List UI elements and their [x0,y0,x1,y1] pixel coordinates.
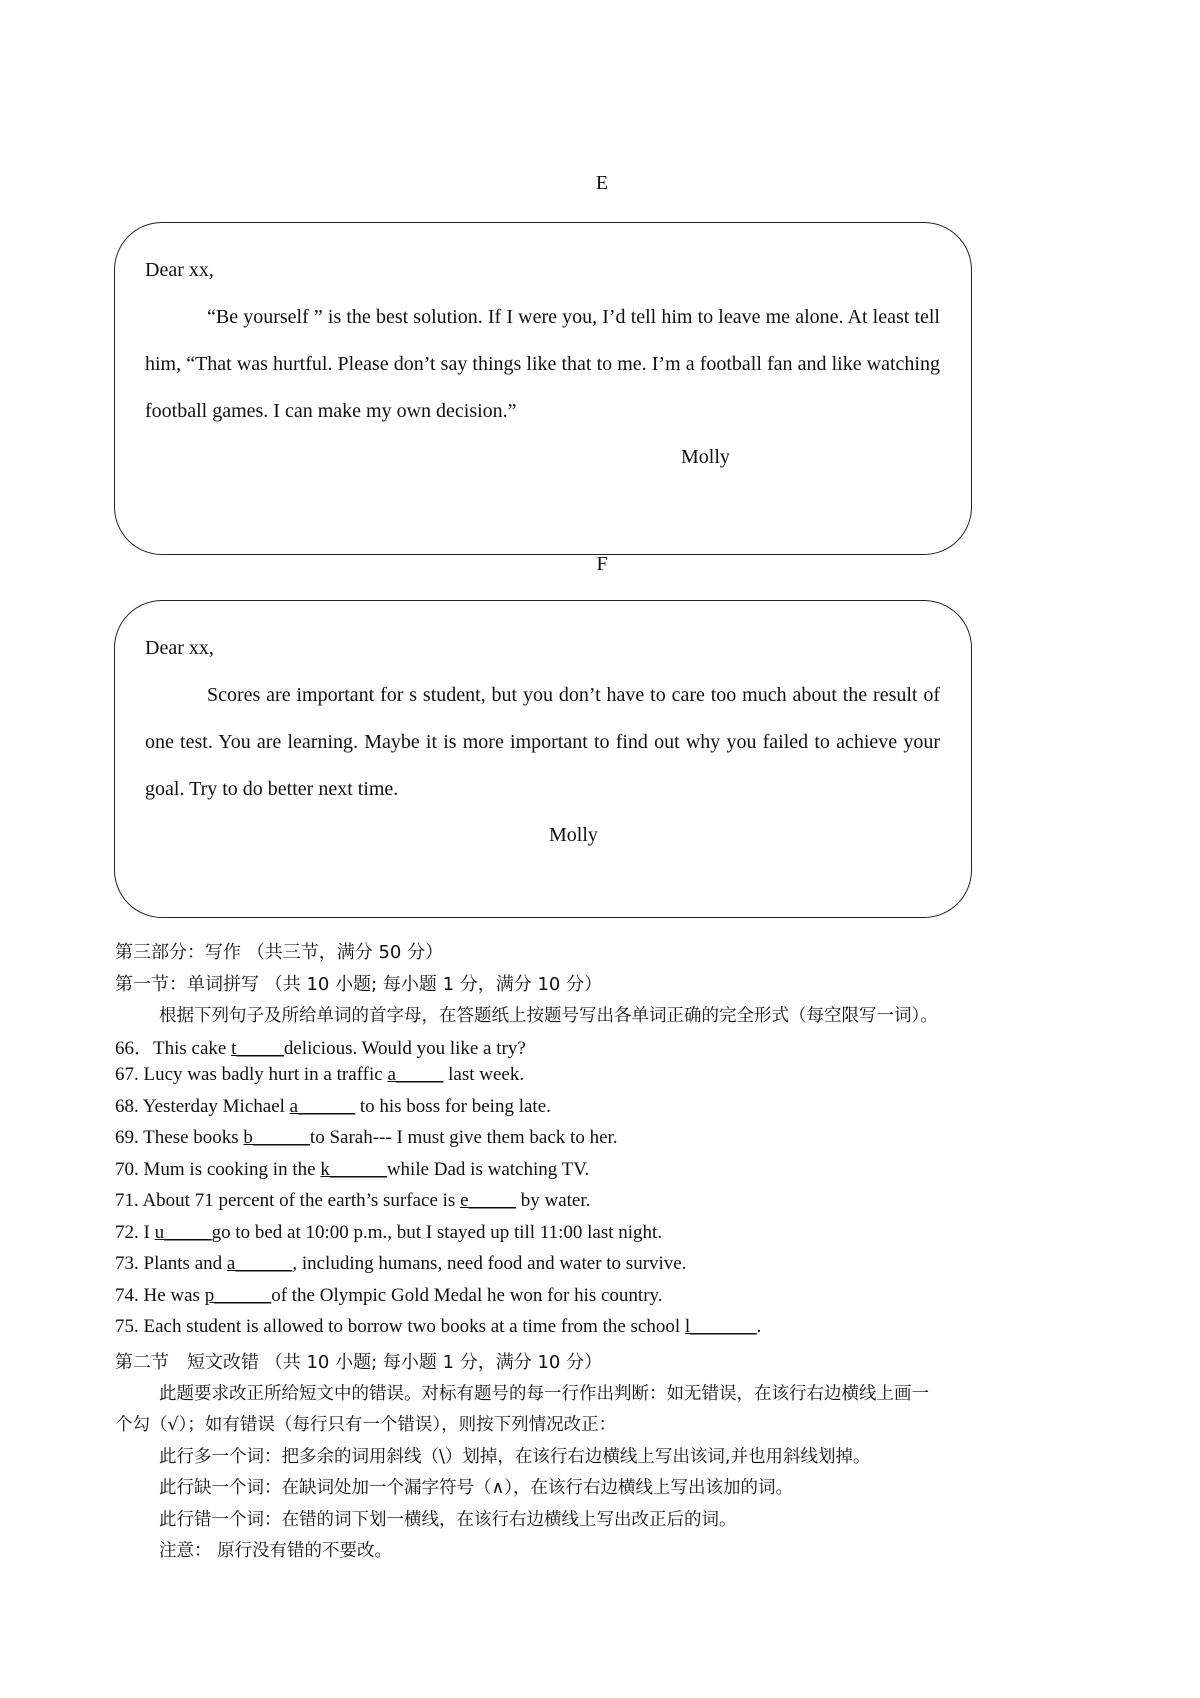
question-text: while Dad is watching TV. [386,1159,590,1180]
section1-title: 第一节：单词拼写 （共 10 小题; 每小题 1 分，满分 10 分） [115,974,603,995]
note: 注意： 原行没有错的不要改。 [159,1541,393,1561]
question-text: 74. He was [115,1285,205,1306]
question-73 [115,1253,687,1275]
question-text: 68. Yesterday Michael [115,1096,290,1117]
section2-instruction-line1: 此题要求改正所给短文中的错误。对标有题号的每一行作出判断：如无错误，在该行右边横线上画一 [159,1384,929,1404]
question-72 [115,1222,662,1244]
letter-e-text [145,247,940,435]
answer-blank: u_____ [154,1222,212,1243]
answer-blank: a______ [226,1253,293,1274]
section2-title: 第二节 短文改错 （共 10 小题; 每小题 1 分，满分 10 分） [115,1352,603,1373]
question-66 [115,1033,526,1060]
letter-e-greeting: Dear xx, [145,259,214,281]
question-67 [115,1064,524,1086]
part3-title: 第三部分：写作 （共三节，满分 50 分） [115,942,444,963]
letter-f-greeting: Dear xx, [145,637,214,659]
answer-blank: e_____ [460,1190,516,1211]
letter-f-signature: Molly [549,824,598,846]
question-text: by water. [516,1190,591,1211]
question-text: . [756,1316,762,1337]
section2-instruction-line2: 个勾（√）；如有错误（每行只有一个错误），则按下列情况改正： [115,1415,617,1435]
question-text: 67. Lucy was badly hurt in a traffic [115,1064,388,1085]
answer-blank: p______ [204,1285,272,1306]
question-75 [115,1316,761,1338]
letter-f-body: Scores are important for s student, but you don’t have to care too much about the result of one test. You are learning. Maybe it is more important to find out why you failed to achieve your goal. Try to do better next time. [145,684,940,800]
section1-instruction: 根据下列句子及所给单词的首字母，在答题纸上按题号写出各单词正确的完全形式（每空限写一词）。 [159,1006,938,1026]
question-text: to Sarah--- I must give them back to her. [309,1127,618,1148]
rule-missing-word: 此行缺一个词：在缺词处加一个漏字符号（∧），在该行右边横线上写出该加的词。 [159,1478,794,1498]
answer-blank: b______ [243,1127,310,1148]
rule-extra-word: 此行多一个词：把多余的词用斜线（\）划掉，在该行右边横线上写出该词,并也用斜线划掉。 [159,1447,871,1467]
question-text: go to bed at 10:00 p.m., but I stayed up till 11:00 last night. [211,1222,663,1243]
section-f-label: F [596,553,608,575]
question-70 [115,1159,589,1181]
letter-f-text [145,625,940,813]
question-text: delicious. Would you like a try? [283,1038,526,1059]
question-68 [115,1096,551,1118]
answer-blank: l_______ [684,1316,757,1337]
question-text: of the Olympic Gold Medal he won for his country. [271,1285,663,1306]
section-e-label: E [595,172,609,194]
question-text: 69. These books [115,1127,244,1148]
answer-blank: t_____ [231,1038,284,1059]
question-text: 73. Plants and [115,1253,227,1274]
rule-wrong-word: 此行错一个词：在错的词下划一横线，在该行右边横线上写出改正后的词。 [159,1510,737,1530]
answer-blank: a______ [289,1096,356,1117]
letter-e-signature: Molly [681,446,730,468]
question-text: 70. Mum is cooking in the [115,1159,321,1180]
answer-blank: k______ [320,1159,387,1180]
question-text: last week. [443,1064,525,1085]
question-text: , including humans, need food and water to survive. [292,1253,687,1274]
question-text: 66．This cake [115,1038,232,1059]
question-text: 72. I [115,1222,155,1243]
question-text: to his boss for being late. [355,1096,551,1117]
question-71 [115,1190,590,1212]
answer-blank: a_____ [387,1064,444,1085]
question-text: 71. About 71 percent of the earth’s surface is [115,1190,461,1211]
question-69 [115,1127,618,1149]
letter-e-body: “Be yourself ” is the best solution. If I were you, I’d tell him to leave me alone. At least tell him, “That was hurtful. Please don’t say things like that to me. I’m a football fan and like watching football games. I can make my own decision.” [145,306,940,422]
question-text: 75. Each student is allowed to borrow two books at a time from the school [115,1316,685,1337]
question-74 [115,1285,663,1307]
